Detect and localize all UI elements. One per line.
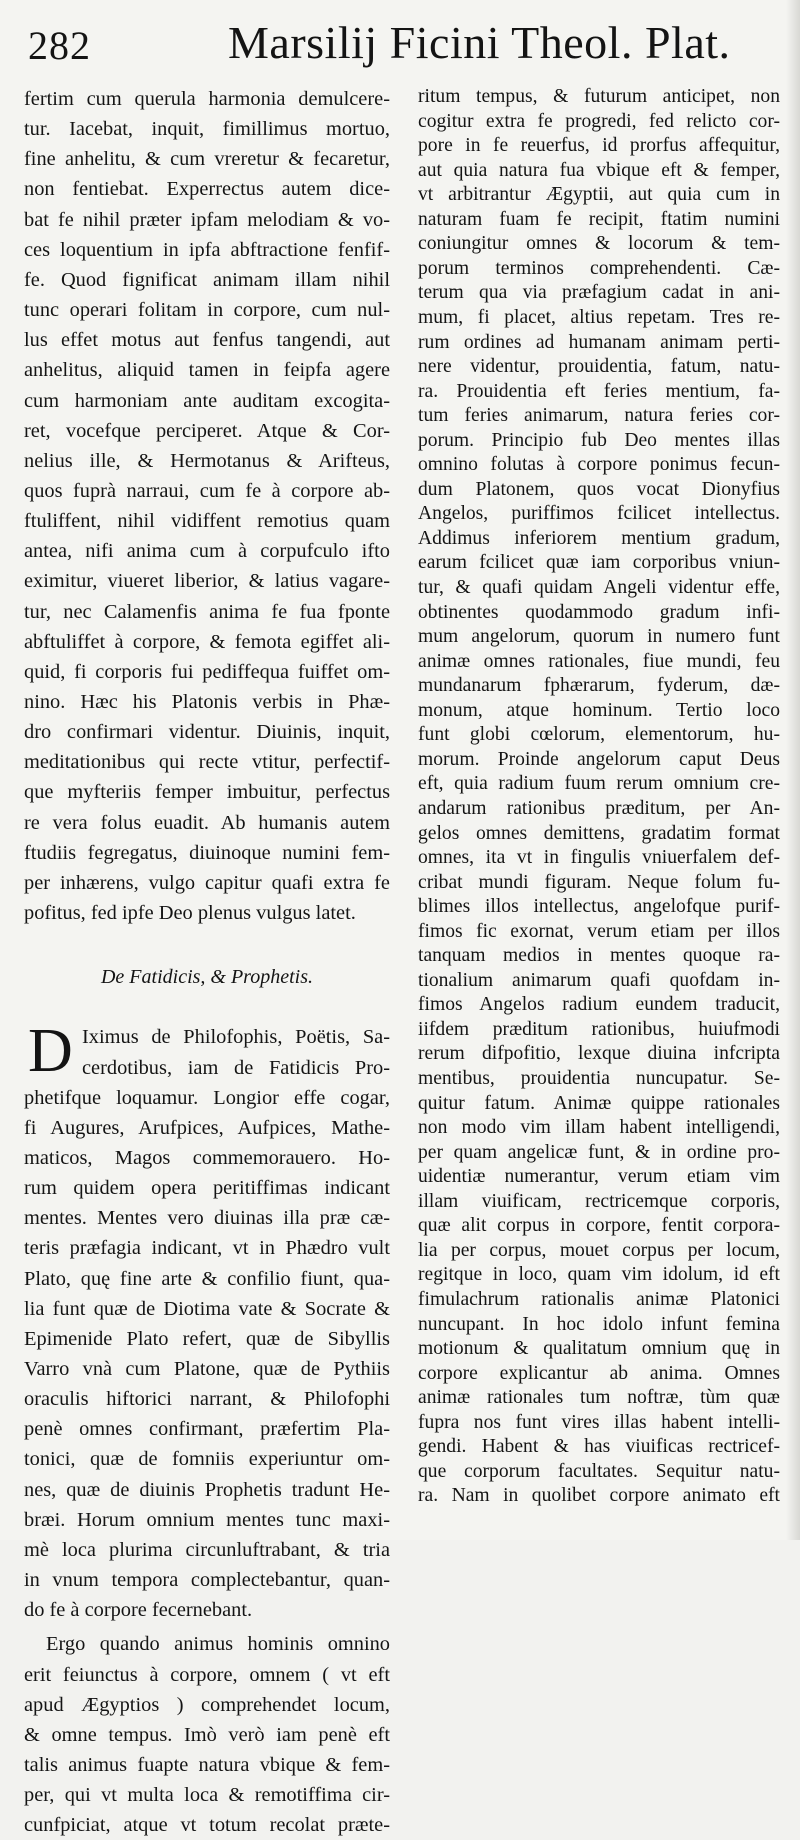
text-line: nuncupant. In hoc idolo infunt femina: [418, 1313, 780, 1335]
text-line: rerum difpofitio, lexque diuina infcripta: [418, 1043, 780, 1065]
text-line: non modo vim illam habent intelligendi,: [418, 1117, 780, 1139]
text-line: tur, & quafi quidam Angeli videntur effe,: [418, 577, 780, 598]
text-line: omnes, ita vt in fingulis vniuerfalem def-: [418, 847, 780, 869]
text-line: ces loquentium in ipfa abftractione fenfif-: [24, 238, 390, 261]
text-line: fimulachrum rationalis animæ Platonici: [418, 1288, 780, 1310]
text-line: fupra nos funt vires illas habent intelli-: [418, 1411, 780, 1433]
text-line: fine anhelitu, & cum vreretur & fecaretur,: [24, 148, 390, 171]
text-line: Ergo quando animus hominis omnino: [46, 1633, 390, 1656]
text-line: cribat mundi figuram. Neque folum fu-: [418, 871, 780, 893]
text-line: tum feries animarum, natura feries cor-: [418, 405, 780, 427]
text-line: motionum & qualitatum omnium quę in: [418, 1338, 780, 1360]
text-line: porum terminos comprehendenti. Cæ-: [418, 257, 780, 279]
text-line: oraculis hiftorici narrant, & Philofophi: [24, 1388, 390, 1411]
text-line: tanquam medios in mentes quoque ra-: [418, 945, 780, 967]
text-line: cerdotibus, iam de Fatidicis Pro-: [82, 1056, 390, 1079]
text-line: bræi. Horum omnium mentes tunc maxi-: [24, 1508, 390, 1531]
text-line: uidentiæ numerantur, verum etiam vim: [418, 1166, 780, 1188]
text-line: illam viuificam, rectricemque corporis,: [418, 1190, 780, 1212]
text-line: non fentiebat. Experrectus autem dice-: [24, 178, 390, 201]
text-line: Iximus de Philofophis, Poëtis, Sa-: [82, 1026, 390, 1049]
text-line: meditationibus qui recte vtitur, perfectif-: [24, 751, 390, 774]
text-line: animæ rationales tum noftræ, tùm quæ: [418, 1387, 780, 1409]
text-line: obtinentes quodammodo gradum infi-: [418, 601, 780, 623]
text-line: Addimus inferiorem mentium gradum,: [418, 527, 780, 549]
text-line: nelius ille, & Hermotanus & Arifteus,: [24, 449, 390, 472]
text-line: ret, vocefque perciperet. Atque & Cor-: [24, 419, 390, 442]
text-line: phetifque loquamur. Longior effe cogar,: [24, 1086, 390, 1109]
text-line: ftudiis fegregatus, diuinoque numini fem-: [24, 841, 390, 864]
text-line: & omne tempus. Imò verò iam penè eft: [24, 1723, 390, 1746]
text-line: per, qui vt multa loca & remotiffima cir-: [24, 1784, 390, 1807]
text-line: lia funt quæ de Diotima vate & Socrate &: [24, 1297, 390, 1320]
text-line: quitur fatum. Animæ quippe rationales: [418, 1092, 780, 1114]
text-line: gelos omnes demittens, gradatim format: [418, 822, 780, 844]
text-line: fimos fic exornat, verum etiam per illos: [418, 920, 780, 942]
text-line: Varro vnà cum Platone, quæ de Pythiis: [24, 1358, 390, 1380]
text-line: Plato, quę fine arte & confilio fiunt, qua-: [24, 1267, 390, 1290]
text-line: mum angelorum, quorum in numero funt: [418, 626, 780, 648]
running-title: Marsilij Ficini Theol. Plat.: [228, 17, 731, 68]
text-line: maticos, Magos commemorauero. Ho-: [24, 1146, 390, 1169]
text-line: regitque in loco, quam vim idolum, id eft: [418, 1264, 780, 1286]
text-line: gendi. Habent & has viuificas rectricef-: [418, 1436, 780, 1458]
text-line: quid, fi corporis fui pediffequa fuiffet om-: [24, 660, 390, 683]
text-line: iifdem præditum rationibus, huiufmodi: [418, 1018, 780, 1040]
text-line: vt arbitrantur Ægyptii, aut quia cum in: [418, 184, 780, 206]
text-line: earum fcilicet quæ iam corporibus vniun-: [418, 552, 780, 574]
text-line: mum, fi placet, altius repetam. Tres re-: [418, 306, 780, 328]
section-heading: De Fatidicis, & Prophetis.: [100, 966, 313, 989]
text-line: fe. Quod fignificat animam illam nihil: [24, 268, 390, 291]
text-line: que corporum facultates. Sequitur natu-: [418, 1460, 780, 1482]
text-line: ftuliffent, nihil vidiffent remotius quam: [24, 510, 390, 533]
text-line: pore in fe reuerfus, id prorfus affequitur,: [418, 135, 780, 157]
text-line: quæ alit corpus in corpore, fentit corpora-: [418, 1215, 780, 1237]
text-line: dro confirmari videntur. Diuinis, inquit,: [24, 721, 390, 744]
text-line: cunfpiciat, atque vt totum recolat præte-: [24, 1814, 390, 1837]
text-line: omnino folutas à corpore ponimus fecun-: [418, 454, 780, 476]
text-line: per quam angelicæ funt, & in ordine pro-: [418, 1141, 780, 1163]
text-line: pofitus, fed ipfe Deo plenus vulgus latet.: [24, 902, 356, 925]
text-line: quos fuprà narraui, cum fe à corpore ab-: [24, 479, 390, 502]
page-number: 282: [28, 23, 91, 68]
text-line: mundanarum fphærarum, fyderum, dæ-: [418, 675, 780, 697]
text-line: tonici, quæ de fomniis experiuntur om-: [24, 1448, 390, 1471]
text-line: anhelitus, aliquid tamen in feipfa agere: [24, 359, 390, 382]
text-line: abftuliffet à corpore, & femota egiffet ali-: [24, 630, 390, 653]
text-line: cum harmoniam ante auditam excogita-: [24, 389, 390, 412]
text-line: blimes illos intellectus, angelofque purif-: [418, 896, 780, 918]
text-line: per inhærens, vulgo capitur quafi extra fe: [24, 871, 390, 894]
text-line: fertim cum querula harmonia demulcere-: [24, 88, 390, 110]
text-line: ra. Prouidentia eft feries mentium, fa-: [418, 380, 780, 402]
text-line: antea, nifi anima cum à corpufculo ifto: [24, 540, 390, 563]
page-edge-shadow: [786, 0, 800, 1540]
text-line: mentibus, prouidentia nuncupatur. Se-: [418, 1068, 780, 1089]
text-line: Angelos, puriffimos fcilicet intellectus.: [418, 503, 780, 525]
text-line: do fe à corpore fecernebant.: [24, 1599, 253, 1622]
text-line: mentes. Mentes vero diuinas illa præ cæ-: [24, 1207, 390, 1230]
text-line: rum ordines ad humanam animam perti-: [418, 331, 780, 353]
text-line: apud Ægyptios ) comprehendet locum,: [24, 1693, 390, 1716]
text-line: cogitur extra fe progredi, fed relicto cor-: [418, 110, 780, 132]
text-line: talis animus fuapte natura vbique & fem-: [24, 1753, 390, 1776]
text-line: morum. Proinde angelorum caput Deus: [418, 748, 780, 770]
text-line: fimos Angelos radium eundem traducit,: [418, 994, 780, 1016]
text-line: penè omnes confirmant, præfertim Pla-: [24, 1418, 390, 1441]
text-line: tur, nec Calamenfis anima fe fua fponte: [24, 600, 390, 623]
text-line: rum quidem opera peritiffimas indicant: [24, 1177, 390, 1200]
text-line: andarum rationibus præditum, per An-: [418, 797, 780, 819]
text-line: lus effet motus aut fenfus tangendi, aut: [24, 329, 390, 352]
text-line: nino. Hæc his Platonis verbis in Phæ-: [24, 691, 390, 713]
text-line: corpore explicantur ab anima. Omnes: [418, 1362, 780, 1384]
text-line: tunc operari folitam in corpore, cum nul-: [24, 299, 390, 322]
text-line: que myfteriis femper imbuitur, perfectus: [24, 781, 390, 804]
text-line: monum, atque hominum. Tertio loco: [418, 699, 780, 721]
text-line: coniungitur omnes & locorum & tem-: [418, 233, 780, 255]
text-line: re vera folus euadit. Ab humanis autem: [24, 811, 390, 834]
text-line: ra. Nam in quolibet corpore animato eft: [418, 1485, 780, 1507]
text-line: nes, quæ de diuinis Prophetis tradunt He-: [24, 1478, 390, 1501]
text-line: terum qua via præfagium cadat in ani-: [418, 282, 780, 304]
drop-capital: D: [28, 1017, 73, 1086]
text-line: animæ omnes rationales, fiue mundi, feu: [418, 650, 780, 672]
text-line: funt globi cœlorum, elementorum, hu-: [418, 724, 780, 746]
text-line: Epimenide Plato refert, quæ de Sibyllis: [24, 1327, 390, 1350]
text-line: ritum tempus, & futurum anticipet, non: [418, 86, 780, 107]
text-line: fi Augures, Arufpices, Aufpices, Mathe-: [24, 1116, 390, 1139]
text-line: lia per corpus, mouet corpus per locum,: [418, 1239, 780, 1261]
page-header: [0, 0, 800, 86]
text-line: tur. Iacebat, inquit, fimillimus mortuo,: [24, 118, 390, 141]
text-line: bat fe nihil præter ipfam melodiam & vo-: [24, 208, 390, 231]
text-line: erit feiunctus à corpore, omnem ( vt eft: [24, 1663, 390, 1686]
text-line: nere videntur, prouidentia, fatum, natu-: [418, 356, 780, 378]
text-line: aut quia natura fua vbique eft & femper,: [418, 159, 780, 181]
text-line: dum Platonem, quos vocat Dionyfius: [418, 478, 780, 500]
text-line: eximitur, viueret liberior, & latius vagare-: [24, 570, 390, 593]
text-line: in vnum tempora complectebantur, quan-: [24, 1569, 390, 1592]
text-line: mè loca plurima circunluftrabant, & tria: [24, 1538, 390, 1561]
text-line: porum. Principio fub Deo mentes illas: [418, 429, 780, 451]
text-line: tionalium animarum quafi quofdam in-: [418, 969, 780, 991]
text-line: teris præfagia indicant, vt in Phædro vult: [24, 1237, 390, 1260]
text-line: naturam fuam fe recipit, ftatim numini: [418, 208, 780, 230]
text-line: eft, quia radium fuum rerum omnium cre-: [418, 773, 780, 795]
